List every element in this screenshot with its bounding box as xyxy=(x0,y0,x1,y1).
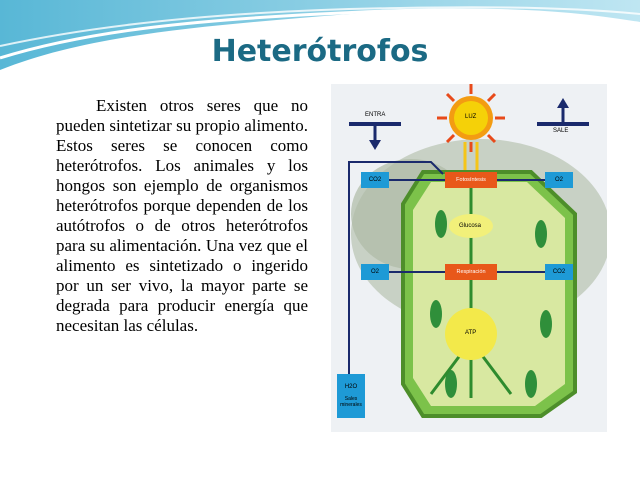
slide-title: Heterótrofos xyxy=(211,34,429,69)
sales-label: Sales minerales xyxy=(340,396,362,408)
atp-label: ATP xyxy=(465,330,477,336)
fotosintesis-box: Fotosíntesis xyxy=(445,172,497,188)
cell-diagram-drawing xyxy=(331,84,607,432)
body-paragraph: Existen otros seres que no pueden sintetizar su propio alimento. Estos seres se conocen como heterótrofos. Los animales y los hongos son ejemplo de organismos heterótrofos porque dependen de los autótrofos o de otros heterótrofos para su alimentación. Una vez que el alimento es sintetizado o ingerido por un ser vivo, la mayor parte se degrada para producir energía que necesitan las células. xyxy=(56,96,308,335)
glucosa-label: Glucosa xyxy=(459,223,482,229)
respiracion-box: Respiración xyxy=(445,264,497,280)
cell-diagram xyxy=(331,84,607,432)
h2o-sales-box xyxy=(337,374,365,418)
co2-out-box: CO2 xyxy=(545,264,573,280)
luz-label: LUZ xyxy=(465,114,477,120)
o2-in-box: O2 xyxy=(361,264,389,280)
co2-in-box: CO2 xyxy=(361,172,389,188)
o2-out-box: O2 xyxy=(545,172,573,188)
sale-label: SALE xyxy=(553,128,569,134)
entra-label: ENTRA xyxy=(365,112,386,118)
h2o-label: H2O xyxy=(344,384,358,390)
